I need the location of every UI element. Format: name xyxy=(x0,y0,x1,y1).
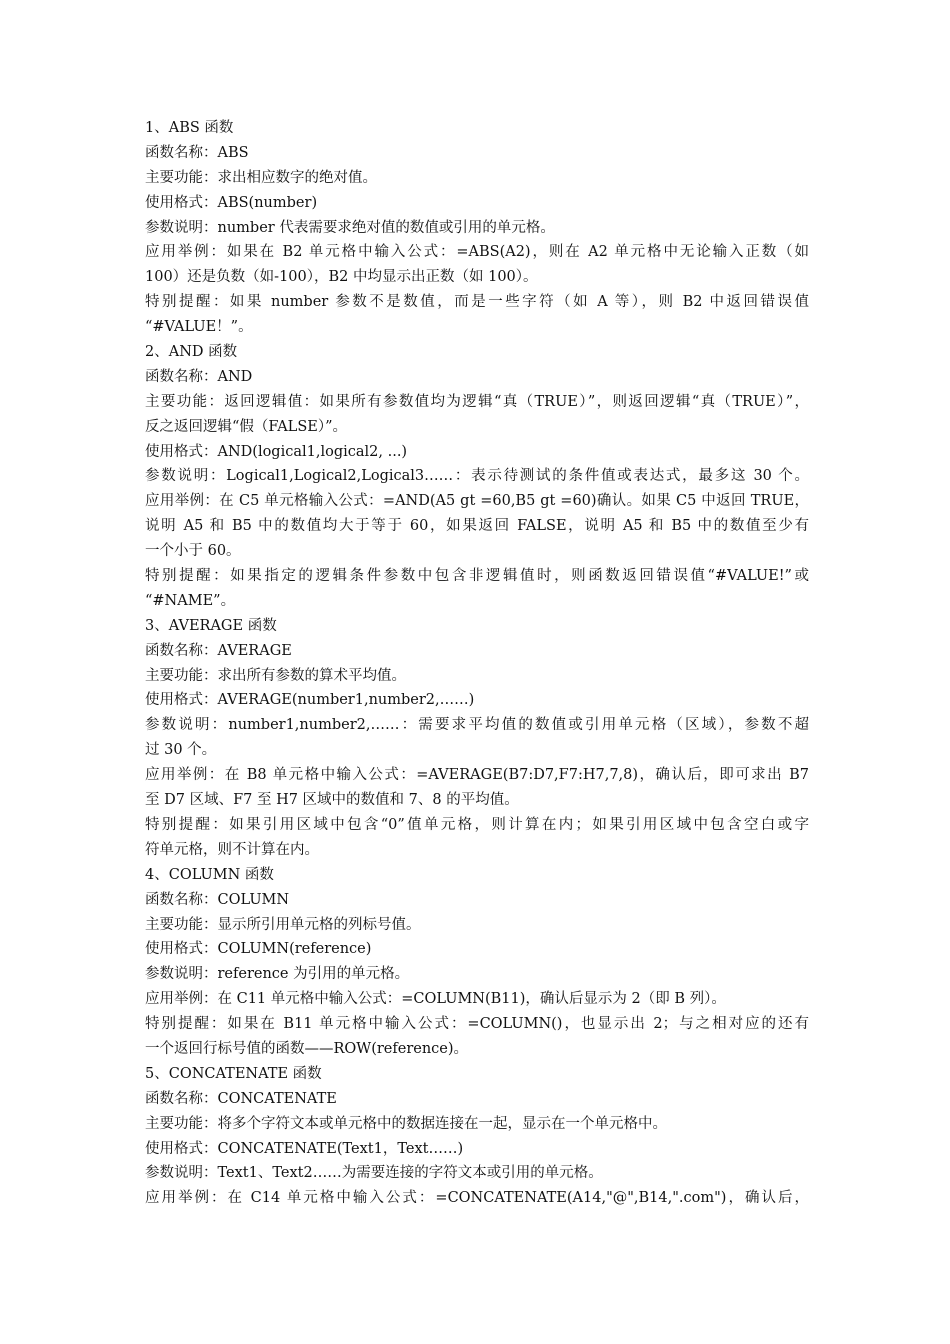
text-line: 反之返回逻辑“假（FALSE）”。 xyxy=(145,418,347,435)
text-line: 主要功能：显示所引用单元格的列标号值。 xyxy=(145,916,421,933)
text-line: 使用格式：ABS(number) xyxy=(145,194,318,211)
text-line: 主要功能：求出相应数字的绝对值。 xyxy=(145,169,377,186)
text-line: 100）还是负数（如-100），B2 中均显示出正数（如 100）。 xyxy=(145,269,538,286)
text-line: 3、AVERAGE 函数 xyxy=(145,617,277,634)
text-line: 1、ABS 函数 xyxy=(145,120,234,136)
text-line: 参数说明：number1,number2,……：需要求平均值的数值或引用单元格（区域），参数不超 xyxy=(145,717,809,734)
text-line: 至 D7 区域、F7 至 H7 区域中的数值和 7、8 的平均值。 xyxy=(145,792,519,809)
text-line: 主要功能：返回逻辑值：如果所有参数值均为逻辑“真（TRUE）”，则返回逻辑“真（TRUE）”， xyxy=(145,393,809,410)
text-line: 2、AND 函数 xyxy=(145,344,238,361)
text-line: 使用格式：AND(logical1,logical2, ...) xyxy=(145,443,408,460)
text-line: 使用格式：COLUMN(reference) xyxy=(145,941,372,958)
text-line: 符单元格，则不计算在内。 xyxy=(145,841,319,858)
document-body xyxy=(145,116,809,1211)
text-line: 使用格式：CONCATENATE(Text1，Text……) xyxy=(145,1140,464,1157)
text-line: 过 30 个。 xyxy=(145,742,217,759)
text-line: 函数名称：AVERAGE xyxy=(145,642,292,659)
text-line: 函数名称：ABS xyxy=(145,144,249,161)
text-line: 函数名称：COLUMN xyxy=(145,891,290,908)
text-line: 应用举例：在 B8 单元格中输入公式：=AVERAGE(B7:D7,F7:H7,7,8)，确认后，即可求出 B7 xyxy=(145,767,809,784)
text-line: 5、CONCATENATE 函数 xyxy=(145,1065,322,1082)
text-line: 应用举例：在 C11 单元格中输入公式：=COLUMN(B11)，确认后显示为 2（即 B 列）。 xyxy=(145,991,726,1008)
text-line: 函数名称：AND xyxy=(145,368,253,385)
text-line: 特别提醒：如果 number 参数不是数值，而是一些字符（如 A 等），则 B2 中返回错误值 xyxy=(145,294,809,311)
text-line: 参数说明：reference 为引用的单元格。 xyxy=(145,966,410,983)
text-line: 应用举例：如果在 B2 单元格中输入公式：=ABS(A2)，则在 A2 单元格中无论输入正数（如 xyxy=(145,244,809,261)
text-line: 使用格式：AVERAGE(number1,number2,……) xyxy=(145,692,475,709)
text-line: “#NAME”。 xyxy=(145,592,236,609)
text-line: 说明 A5 和 B5 中的数值均大于等于 60，如果返回 FALSE，说明 A5 和 B5 中的数值至少有 xyxy=(145,518,809,535)
text-line: 主要功能：将多个字符文本或单元格中的数据连接在一起，显示在一个单元格中。 xyxy=(145,1115,667,1132)
text-line: 4、COLUMN 函数 xyxy=(145,866,274,883)
text-line: 函数名称：CONCATENATE xyxy=(145,1090,337,1107)
text-line: 应用举例：在 C14 单元格中输入公式：=CONCATENATE(A14,"@",B14,".com")，确认后， xyxy=(145,1190,809,1207)
text-line: 特别提醒：如果在 B11 单元格中输入公式：=COLUMN()，也显示出 2；与之相对应的还有 xyxy=(145,1016,809,1033)
text-line: 参数说明：Logical1,Logical2,Logical3……：表示待测试的条件值或表达式，最多这 30 个。 xyxy=(145,468,809,485)
text-line: 应用举例：在 C5 单元格输入公式：=AND(A5 gt =60,B5 gt =60)确认。如果 C5 中返回 TRUE， xyxy=(145,493,809,510)
text-line: 主要功能：求出所有参数的算术平均值。 xyxy=(145,667,406,684)
text-line: “#VALUE！”。 xyxy=(145,319,253,336)
text-line: 参数说明：Text1、Text2……为需要连接的字符文本或引用的单元格。 xyxy=(145,1165,603,1182)
text-line: 特别提醒：如果引用区域中包含“0”值单元格，则计算在内；如果引用区域中包含空白或字 xyxy=(145,816,809,833)
text-line: 一个小于 60。 xyxy=(145,543,241,560)
text-line: 一个返回行标号值的函数——ROW(reference)。 xyxy=(145,1040,469,1057)
text-line: 参数说明：number 代表需要求绝对值的数值或引用的单元格。 xyxy=(145,219,555,236)
text-line: 特别提醒：如果指定的逻辑条件参数中包含非逻辑值时，则函数返回错误值“#VALUE!”或 xyxy=(145,568,809,585)
